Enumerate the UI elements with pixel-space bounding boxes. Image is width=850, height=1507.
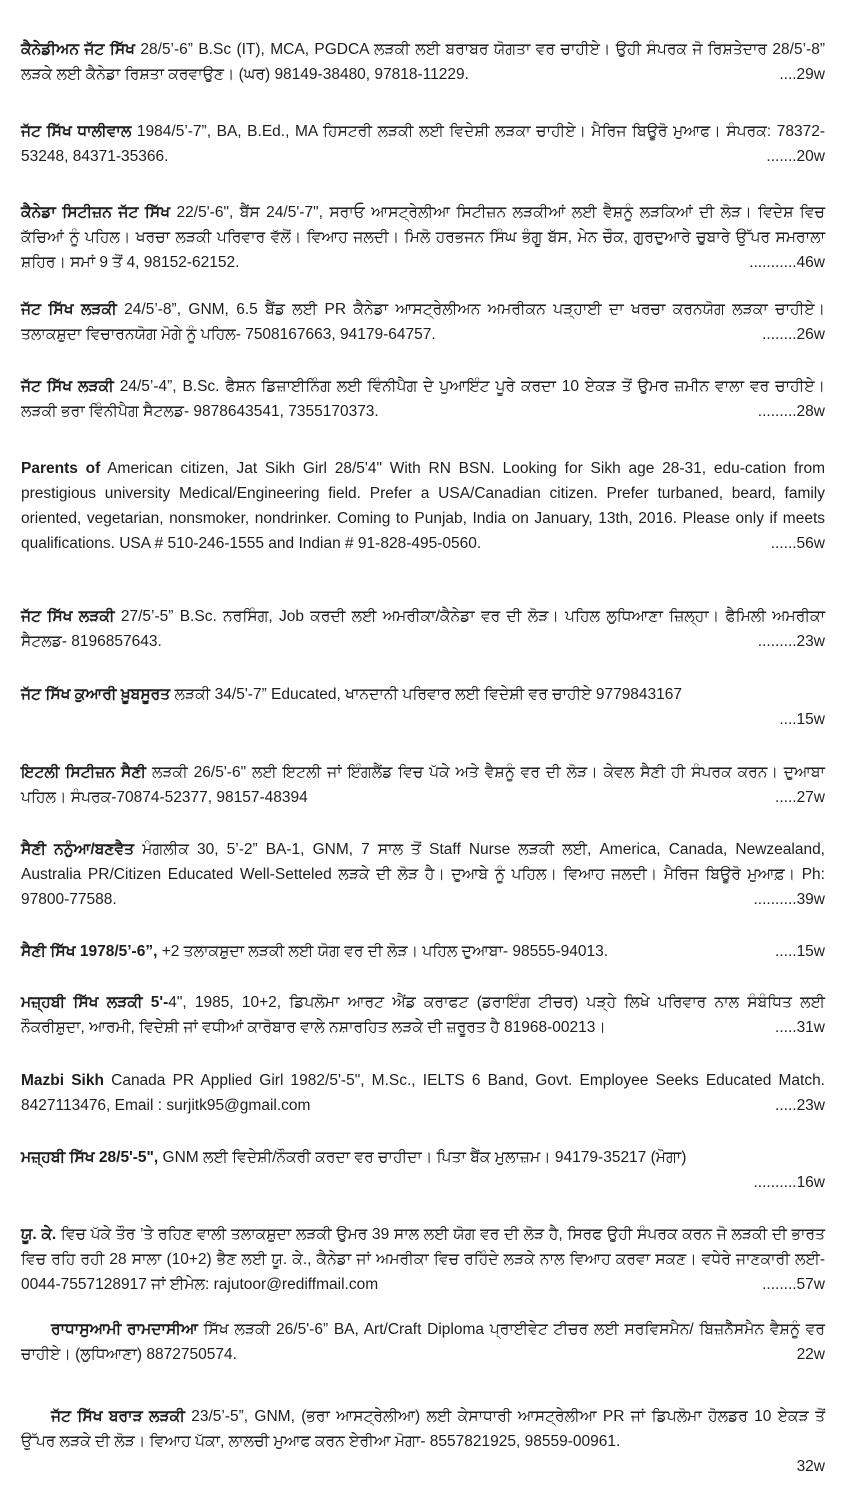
ad-body: 1984/5’-7”, BA, B.Ed., MA ਹਿਸਟਰੀ ਲੜਕੀ ਲਈ ਵਿਦੇਸ਼ੀ ਲੜਕਾ ਚਾਹੀਏ। ਮੈਰਿਜ ਬਿਊਰੋ ਮੁਆਫ। ਸੰਪਰਕ: 78372-53248, 84371-35366. xyxy=(21,123,825,165)
ad-body: 22/5'-6", ਬੈਂਸ 24/5'-7", ਸਰਾਓ ਆਸਟ੍ਰੇਲੀਆ ਸਿਟੀਜ਼ਨ ਲੜਕੀਆਂ ਲਈ ਵੈਸ਼ਨੂੰ ਲੜਕਿਆਂ ਦੀ ਲੋੜ। ਵਿਦੇਸ਼ ਵਿਚ ਕੱਚਿਆਂ ਨੂੰ ਪਹਿਲ। ਖਰਚਾ ਲੜਕੀ ਪਰਿਵਾਰ ਵੱਲੋਂ। ਵਿਆਹ ਜਲਦੀ। ਮਿਲੋ ਹਰਭਜਨ ਸਿੰਘ ਭੰਗੂ ਬੱਸ, ਮੇਨ ਚੌਕ, ਗੁਰਦੁਆਰੇ ਚੁਬਾਰੇ ਉੱਪਰ ਸਮਰਾਲਾ ਸ਼ਹਿਰ। ਸਮਾਂ 9 ਤੋਂ 4, 98152-62152. xyxy=(21,204,826,271)
classified-ad xyxy=(21,297,825,347)
ad-ref: .....15w xyxy=(775,943,825,960)
ad-lead: Parents of xyxy=(21,460,101,477)
ad-ref: .........23w xyxy=(757,633,825,650)
ad-ref: 32w xyxy=(796,1458,825,1475)
classified-ad xyxy=(21,939,825,964)
ad-lead: ਜੱਟ ਸਿੱਖ ਲੜਕੀ xyxy=(21,608,115,625)
ad-ref: .....23w xyxy=(775,1097,825,1114)
classified-ad xyxy=(21,119,825,169)
ad-body: ਲੜਕੀ 26/5'-6" ਲਈ ਇਟਲੀ ਜਾਂ ਇੰਗਲੈਂਡ ਵਿਚ ਪੱਕੇ ਅਤੇ ਵੈਸ਼ਨੂੰ ਵਰ ਦੀ ਲੋੜ। ਕੇਵਲ ਸੈਣੀ ਹੀ ਸੰਪਰਕ ਕਰਨ। ਦੁਆਬਾ ਪਹਿਲ। ਸੰਪਰਕ-70874-52377, 98157-48394 xyxy=(21,764,825,806)
ad-body: 28/5’-6” B.Sc (IT), MCA, PGDCA ਲੜਕੀ ਲਈ ਬਰਾਬਰ ਯੋਗਤਾ ਵਰ ਚਾਹੀਏ। ਉਹੀ ਸੰਪਰਕ ਜੋ ਰਿਸ਼ਤੇਦਾਰ 28/5’-8” ਲੜਕੇ ਲਈ ਕੈਨੇਡਾ ਰਿਸ਼ਤਾ ਕਰਵਾਉਣ। (ਘਰ) 98149-38480, 97818-11229. xyxy=(21,41,825,83)
ad-body: 4", 1985, 10+2, ਡਿਪਲੋਮਾ ਆਰਟ ਐਂਡ ਕਰਾਫਟ (ਡਰਾਇੰਗ ਟੀਚਰ) ਪੜ੍ਹੇ ਲਿਖੇ ਪਰਿਵਾਰ ਨਾਲ ਸੰਬੰਧਿਤ ਲਈ ਨੌਕਰੀਸ਼ੁਦਾ, ਆਰਮੀ, ਵਿਦੇਸ਼ੀ ਜਾਂ ਵਧੀਆਂ ਕਾਰੋਬਾਰ ਵਾਲੇ ਨਸ਼ਾਰਹਿਤ ਲੜਕੇ ਦੀ ਜ਼ਰੂਰਤ ਹੈ 81968-00213। xyxy=(21,994,826,1036)
classified-ad xyxy=(21,1404,825,1479)
ad-lead: ਜੱਟ ਸਿੱਖ ਧਾਲੀਵਾਲ xyxy=(21,123,132,140)
ad-body: 24/5’-8”, GNM, 6.5 ਬੈਂਡ ਲਈ PR ਕੈਨੇਡਾ ਆਸਟ੍ਰੇਲੀਅਨ ਅਮਰੀਕਨ ਪੜ੍ਹਾਈ ਦਾ ਖਰਚਾ ਕਰਨਯੋਗ ਲੜਕਾ ਚਾਹੀਏ। ਤਲਾਕਸ਼ੁਦਾ ਵਿਚਾਰਨਯੋਗ ਮੋਗੇ ਨੂੰ ਪਹਿਲ- 7508167663, 94179-64757. xyxy=(21,301,825,343)
classified-ad xyxy=(21,837,825,912)
ad-ref: ........26w xyxy=(762,326,825,343)
ad-lead: ਸੈਣੀ ਨਨੁੰਆ/ਬਣਵੈਤ xyxy=(21,841,135,858)
ad-lead: ਜੱਟ ਸਿੱਖ ਲੜਕੀ xyxy=(21,378,114,395)
ad-lead: ਜੱਟ ਸਿੱਖ ਕੁਆਰੀ ਖ਼ੂਬਸੂਰਤ xyxy=(21,686,171,703)
ad-ref: .......20w xyxy=(766,148,825,165)
classified-ad xyxy=(21,374,825,424)
ad-ref: ....15w xyxy=(779,711,825,728)
classified-ad xyxy=(21,200,825,275)
ad-body: +2 ਤਲਾਕਸ਼ੁਦਾ ਲੜਕੀ ਲਈ ਯੋਗ ਵਰ ਦੀ ਲੋੜ। ਪਹਿਲ ਦੁਆਬਾ- 98555-94013. xyxy=(161,943,609,960)
ad-body: ਮੰਗਲੀਕ 30, 5’-2” BA-1, GNM, 7 ਸਾਲ ਤੋਂ Staff Nurse ਲੜਕੀ ਲਈ, America, Canada, Newzealand, Australia PR/Citizen Educated Well-Setteled ਲੜਕੇ ਦੀ ਲੋੜ ਹੈ। ਦੁਆਬੇ ਨੂੰ ਪਹਿਲ। ਵਿਆਹ ਜਲਦੀ। ਮੈਰਿਜ ਬਿਊਰੋ ਮੁਆਫ਼। Ph: 97800-77588. xyxy=(21,841,825,908)
ad-ref: .....27w xyxy=(775,789,825,806)
classified-ad xyxy=(21,37,825,87)
ad-body: 23/5’-5”, GNM, (ਭਰਾ ਆਸਟ੍ਰੇਲੀਆ) ਲਈ ਕੇਸਾਧਾਰੀ ਆਸਟ੍ਰੇਲੀਆ PR ਜਾਂ ਡਿਪਲੋਮਾ ਹੋਲਡਰ 10 ਏਕੜ ਤੋਂ ਉੱਪਰ ਲੜਕੇ ਦੀ ਲੋੜ। ਵਿਆਹ ਪੱਕਾ, ਲਾਲਚੀ ਮੁਆਫ ਕਰਨ ਏਰੀਆ ਮੋਗਾ- 8557821925, 98559-00961. xyxy=(21,1408,825,1450)
classified-ad xyxy=(21,1317,825,1367)
ad-ref: ......56w xyxy=(770,535,825,552)
classified-ad xyxy=(21,1068,825,1118)
classified-ad xyxy=(21,990,825,1040)
ad-body: American citizen, Jat Sikh Girl 28/5'4" With RN BSN. Looking for Sikh age 28-31, edu-cation from prestigious university Medical/Engineering field. Prefer a USA/Canadian citizen. Prefer turbaned, beard, family oriented, vegetarian, nonsmoker, nondrinker. Coming to Punjab, India on January, 13th, 2016. Please only if meets qualifications. USA # 510-246-1555 and Indian # 91-828-495-0560. xyxy=(21,460,825,552)
ad-lead: ਸੈਣੀ ਸਿੱਖ 1978/5’-6”, xyxy=(21,943,158,960)
classified-ad xyxy=(21,1145,825,1195)
ad-lead: ਕੈਨੇਡਾ ਸਿਟੀਜ਼ਨ ਜੱਟ ਸਿੱਖ xyxy=(21,204,171,221)
ad-body: ਲੜਕੀ 34/5'-7” Educated, ਖਾਨਦਾਨੀ ਪਰਿਵਾਰ ਲਈ ਵਿਦੇਸ਼ੀ ਵਰ ਚਾਹੀਏ 9779843167 xyxy=(174,686,683,703)
ad-body: ਵਿਚ ਪੱਕੇ ਤੌਰ ’ਤੇ ਰਹਿਣ ਵਾਲੀ ਤਲਾਕਸ਼ੁਦਾ ਲੜਕੀ ਉਮਰ 39 ਸਾਲ ਲਈ ਯੋਗ ਵਰ ਦੀ ਲੋੜ ਹੈ, ਸਿਰਫ ਉਹੀ ਸੰਪਰਕ ਕਰਨ ਜੋ ਲੜਕੀ ਦੀ ਭਾਰਤ ਵਿਚ ਰਹਿ ਰਹੀ 28 ਸਾਲਾ (10+2) ਭੈਣ ਲਈ ਯੂ. ਕੇ., ਕੈਨੇਡਾ ਜਾਂ ਅਮਰੀਕਾ ਵਿਚ ਰਹਿੰਦੇ ਲੜਕੇ ਨਾਲ ਵਿਆਹ ਕਰਵਾ ਸਕਣ। ਵਧੇਰੇ ਜਾਣਕਾਰੀ ਲਈ- 0044-7557128917 ਜਾਂ ਈਮੇਲ: rajutoor@rediffmail.com xyxy=(21,1226,826,1293)
ad-ref: ..........16w xyxy=(753,1174,825,1191)
ad-ref: ...........46w xyxy=(749,254,825,271)
ad-lead: ਇਟਲੀ ਸਿਟੀਜ਼ਨ ਸੈਣੀ xyxy=(21,764,147,781)
ad-lead: ਜੱਟ ਸਿੱਖ ਬਰਾੜ ਲੜਕੀ xyxy=(51,1408,185,1425)
ad-ref: ....29w xyxy=(779,66,825,83)
ad-lead: ਕੈਨੇਡੀਅਨ ਜੱਟ ਸਿੱਖ xyxy=(21,41,135,58)
classified-ad xyxy=(21,760,825,810)
ad-body: Canada PR Applied Girl 1982/5'-5", M.Sc., IELTS 6 Band, Govt. Employee Seeks Educated Match. 8427113476, Email : surjitk95@gmail.com xyxy=(21,1072,825,1114)
ad-lead: ਯੂ. ਕੇ. xyxy=(21,1226,57,1243)
ad-lead: ਮਜ਼੍ਹਬੀ ਸਿੱਖ 28/5'-5", xyxy=(21,1149,159,1166)
ad-ref: .........28w xyxy=(757,403,825,420)
classified-ad xyxy=(21,456,825,556)
ad-lead: Mazbi Sikh xyxy=(21,1072,104,1089)
classified-ad xyxy=(21,604,825,654)
ad-body: 24/5’-4”, B.Sc. ਫੈਸ਼ਨ ਡਿਜ਼ਾਈਨਿੰਗ ਲਈ ਵਿੰਨੀਪੈਗ ਦੇ ਪੁਆਇੰਟ ਪੂਰੇ ਕਰਦਾ 10 ਏਕੜ ਤੋਂ ਉਮਰ ਜ਼ਮੀਨ ਵਾਲਾ ਵਰ ਚਾਹੀਏ। ਲੜਕੀ ਭਰਾ ਵਿੰਨੀਪੈਗ ਸੈਟਲਡ- 9878643541, 7355170373. xyxy=(21,378,825,420)
ad-lead: ਮਜ਼੍ਹਬੀ ਸਿੱਖ ਲੜਕੀ 5'- xyxy=(21,994,169,1011)
ad-ref: .....31w xyxy=(775,1019,825,1036)
classified-ad xyxy=(21,1222,825,1297)
classified-ad xyxy=(21,682,825,732)
ad-body: ਸਿੱਖ ਲੜਕੀ 26/5'-6” BA, Art/Craft Diploma ਪ੍ਰਾਈਵੇਟ ਟੀਚਰ ਲਈ ਸਰਵਿਸਮੈਨ/ ਬਿਜ਼ਨੈੱਸਮੈਨ ਵੈਸ਼ਨੂੰ ਵਰ ਚਾਹੀਏ। (ਲੁਧਿਆਣਾ) 8872750574. xyxy=(21,1321,826,1363)
ad-ref: ........57w xyxy=(762,1276,825,1293)
ad-ref: ..........39w xyxy=(753,891,825,908)
ad-ref: 22w xyxy=(796,1346,825,1363)
ad-lead: ਜੱਟ ਸਿੱਖ ਲੜਕੀ xyxy=(21,301,117,318)
ad-body: 27/5’-5” B.Sc. ਨਰਸਿੰਗ, Job ਕਰਦੀ ਲਈ ਅਮਰੀਕਾ/ਕੈਨੇਡਾ ਵਰ ਦੀ ਲੋੜ। ਪਹਿਲ ਲੁਧਿਆਣਾ ਜ਼ਿਲ੍ਹਾ। ਫੈਮਿਲੀ ਅਮਰੀਕਾ ਸੈਟਲਡ- 8196857643. xyxy=(21,608,825,650)
ad-lead: ਰਾਧਾਸੁਆਮੀ ਰਾਮਦਾਸੀਆ xyxy=(51,1321,198,1338)
ad-body: GNM ਲਈ ਵਿਦੇਸ਼ੀ/ਨੌਕਰੀ ਕਰਦਾ ਵਰ ਚਾਹੀਦਾ। ਪਿਤਾ ਬੈਂਕ ਮੁਲਾਜ਼ਮ। 94179-35217 (ਮੋਗਾ) xyxy=(162,1149,687,1166)
